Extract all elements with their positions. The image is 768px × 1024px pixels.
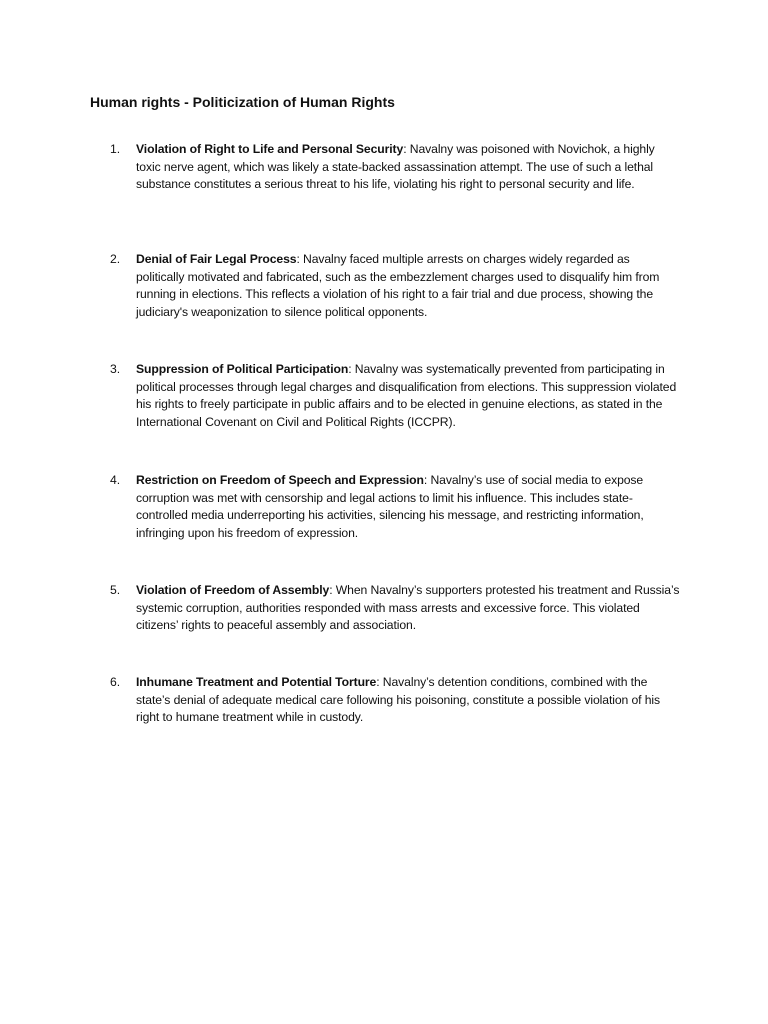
list-item-number: 5. (110, 583, 121, 597)
list-item-heading: Restriction on Freedom of Speech and Expression (136, 473, 424, 487)
list-item-number: 2. (110, 252, 121, 266)
list-item-number: 3. (110, 362, 121, 376)
list-item-body: : Navalny’s detention conditions, combined with the state’s denial of adequate medical care following his poisoning, constitute a possible violation of his right to humane treatment while in custody. (136, 675, 661, 725)
list-item-number: 4. (110, 473, 121, 487)
list-item-heading: Violation of Freedom of Assembly (136, 583, 330, 597)
list-item-text (136, 582, 681, 635)
page-title: Human rights - Politicization of Human Rights (90, 94, 395, 110)
list-item-heading: Inhumane Treatment and Potential Torture (136, 675, 377, 689)
list-item-number: 1. (110, 142, 121, 156)
list-item-heading: Suppression of Political Participation (136, 362, 349, 376)
list-item-text (136, 141, 681, 194)
list-item-heading: Violation of Right to Life and Personal Security (136, 142, 404, 156)
list-item-text (136, 361, 681, 432)
list-item-body: : Navalny faced multiple arrests on charges widely regarded as politically motivated and fabricated, such as the embezzlement charges used to disqualify him from running in elections. This reflects a violation of his right to a fair trial and due process, showing the judiciary's weaponization to silence political opponents. (136, 252, 660, 320)
list-item-body: : When Navalny’s supporters protested his treatment and Russia’s systemic corruption, authorities responded with mass arrests and excessive force. This violated citizens’ rights to peaceful assembly and association. (136, 583, 680, 633)
list-item-number: 6. (110, 675, 121, 689)
list-item-text (136, 251, 681, 322)
list-item-text (136, 472, 681, 543)
list-item-heading: Denial of Fair Legal Process (136, 252, 297, 266)
list-item-text (136, 674, 681, 727)
list-item-body: : Navalny was systematically prevented from participating in political processes through legal charges and disqualification from elections. This suppression violated his rights to freely participate in public affairs and to be elected in genuine elections, as stated in the International Covenant on Civil and Political Rights (ICCPR). (136, 362, 677, 430)
list-item-body: : Navalny was poisoned with Novichok, a highly toxic nerve agent, which was likely a state-backed assassination attempt. The use of such a lethal substance constitutes a serious threat to his life, violating his right to personal security and life. (136, 142, 655, 192)
list-item-body: : Navalny’s use of social media to expose corruption was met with censorship and legal actions to limit his influence. This includes state-controlled media underreporting his activities, silencing his message, and restricting information, infringing upon his freedom of expression. (136, 473, 644, 541)
